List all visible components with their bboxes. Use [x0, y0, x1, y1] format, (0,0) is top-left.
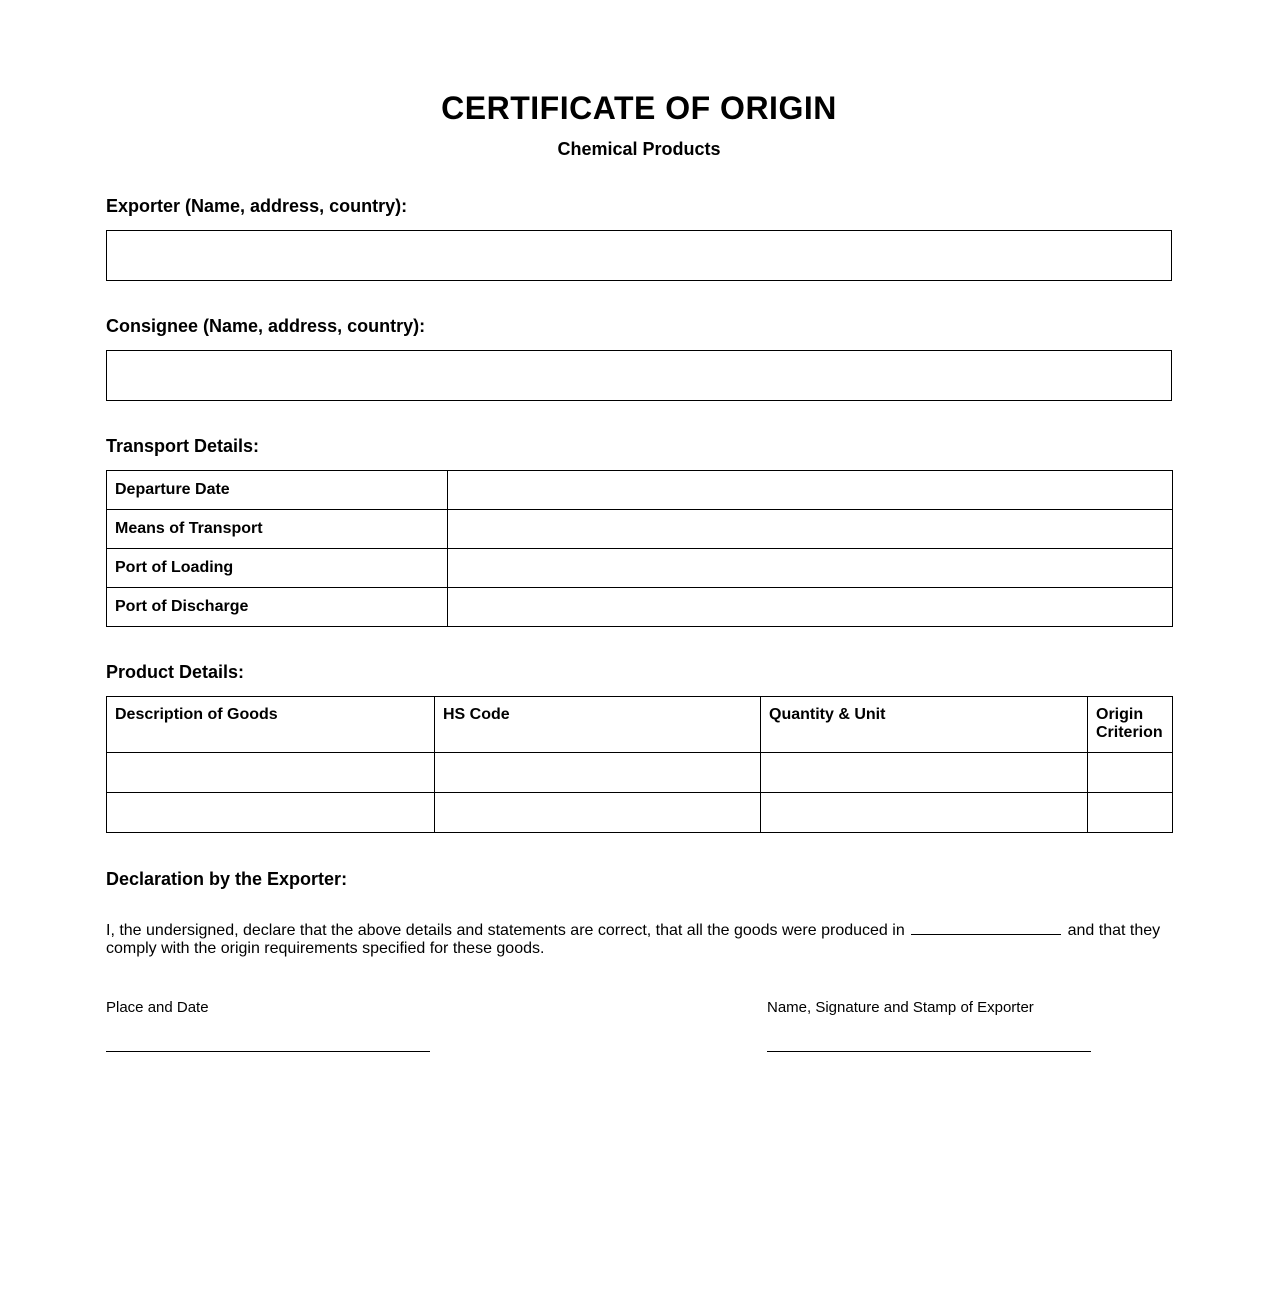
- port-of-loading-field[interactable]: [448, 549, 1173, 588]
- exporter-field[interactable]: [106, 230, 1172, 281]
- description-cell[interactable]: [107, 793, 435, 833]
- means-of-transport-field[interactable]: [448, 510, 1173, 549]
- port-of-discharge-label: Port of Discharge: [107, 588, 448, 627]
- exporter-signature-label: Name, Signature and Stamp of Exporter: [767, 999, 1034, 1016]
- departure-date-label: Departure Date: [107, 471, 448, 510]
- port-of-loading-label: Port of Loading: [107, 549, 448, 588]
- declaration-label: Declaration by the Exporter:: [106, 869, 348, 889]
- declaration-text-after: and that they comply with the origin requirements specified for these goods.: [106, 922, 1161, 957]
- exporter-signature-line[interactable]: [767, 1051, 1091, 1052]
- exporter-label: Exporter (Name, address, country):: [106, 196, 408, 216]
- place-and-date-line[interactable]: [106, 1051, 430, 1052]
- quantity-cell[interactable]: [761, 793, 1088, 833]
- port-of-discharge-field[interactable]: [448, 588, 1173, 627]
- country-of-production-blank[interactable]: [911, 922, 1061, 935]
- departure-date-field[interactable]: [448, 471, 1173, 510]
- table-row: [107, 510, 1173, 549]
- transport-details-label: Transport Details:: [106, 436, 260, 456]
- declaration-text-before: I, the undersigned, declare that the above details and statements are correct, that all the goods were produced in: [106, 922, 905, 939]
- origin-criterion-cell[interactable]: [1088, 793, 1173, 833]
- column-header-description: Description of Goods: [107, 697, 435, 753]
- product-details-label: Product Details:: [106, 662, 245, 682]
- product-details-table: [106, 696, 1173, 833]
- table-row: [107, 471, 1173, 510]
- column-header-hs-code: HS Code: [435, 697, 761, 753]
- transport-details-table: [106, 470, 1173, 627]
- consignee-label: Consignee (Name, address, country):: [106, 316, 426, 336]
- hs-code-cell[interactable]: [435, 793, 761, 833]
- table-header-row: [107, 697, 1173, 753]
- table-row: [107, 793, 1173, 833]
- description-cell[interactable]: [107, 753, 435, 793]
- table-row: [107, 588, 1173, 627]
- origin-criterion-cell[interactable]: [1088, 753, 1173, 793]
- means-of-transport-label: Means of Transport: [107, 510, 448, 549]
- table-row: [107, 753, 1173, 793]
- table-row: [107, 549, 1173, 588]
- column-header-quantity: Quantity & Unit: [761, 697, 1088, 753]
- place-and-date-label: Place and Date: [106, 999, 209, 1016]
- page-subtitle: Chemical Products: [557, 139, 721, 159]
- consignee-field[interactable]: [106, 350, 1172, 401]
- hs-code-cell[interactable]: [435, 753, 761, 793]
- column-header-origin-criterion: Origin Criterion: [1088, 697, 1173, 753]
- page-title: CERTIFICATE OF ORIGIN: [441, 90, 837, 126]
- quantity-cell[interactable]: [761, 753, 1088, 793]
- declaration-text: [106, 922, 1172, 958]
